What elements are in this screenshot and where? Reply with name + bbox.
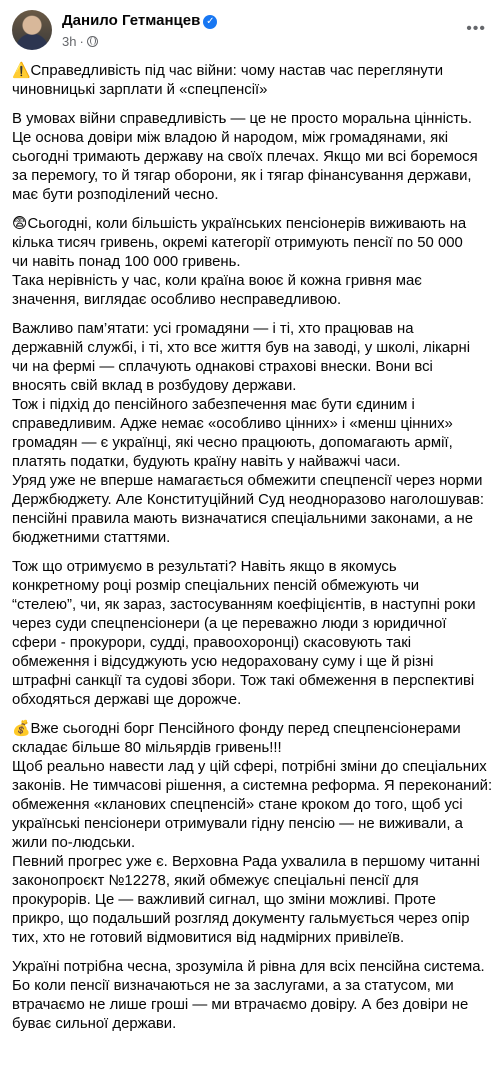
- post-line: державній службі, і ті, хто все життя був на заводі, у школі, лікарні: [12, 340, 471, 356]
- post-line: законопроєкт №12278, який обмежує спеціальні пенсії для: [12, 873, 419, 889]
- post-line: Держбюджету. Але Конституційний Суд неодноразово наголошував:: [12, 492, 485, 508]
- post-paragraph: [12, 215, 484, 310]
- post-line: сфери - прокурори, судді, правоохоронці) скасовують такі: [12, 635, 412, 651]
- post-line: буває сильної держави.: [12, 1016, 177, 1032]
- post-paragraph: [12, 558, 484, 710]
- verified-badge-icon: ✓: [203, 15, 217, 29]
- post-line: обмеження і відсуджують усю недораховану суму і ще й різні: [12, 654, 434, 670]
- post-line: В умовах війни справедливість — це не просто моральна цінність.: [12, 111, 473, 127]
- post-paragraph: [12, 720, 493, 948]
- post-paragraph: [12, 320, 484, 548]
- post-line: Певний прогрес уже є. Верховна Рада ухвалила в першому читанні: [12, 854, 480, 870]
- post-text: [12, 62, 493, 1034]
- post-line: Важливо пам’ятати: усі громадяни — і ті, хто працював на: [12, 321, 414, 337]
- post-line: складає більше 80 мільярдів гривень!!!: [12, 740, 282, 756]
- post-line: прокурорів. Це — важливий сигнал, що зміни можливі. Проте: [12, 892, 436, 908]
- post-line: штрафні санкції та судові збори. Тож такі обмеження в перспективі: [12, 673, 475, 689]
- post-line: Тож що отримуємо в результаті? Навіть якщо в якомусь: [12, 559, 397, 575]
- globe-icon[interactable]: [87, 36, 98, 47]
- post-paragraph: [12, 62, 484, 100]
- more-options-icon[interactable]: •••: [466, 20, 486, 37]
- paragraph-gap: [12, 205, 484, 215]
- paragraph-gap: [12, 548, 484, 558]
- post-line: 💰Вже сьогодні борг Пенсійного фонду перед спецпенсіонерами: [12, 721, 461, 737]
- post-line: Щоб реально навести лад у цій сфері, потрібні зміни до спеціальних: [12, 759, 487, 775]
- post-line: за перемогу, то й тягар оборони, як і тягар фінансування держави,: [12, 168, 472, 184]
- post-line: Україні потрібна чесна, зрозуміла й рівна для всіх пенсійна система.: [12, 959, 485, 975]
- post-line: Уряд уже не вперше намагається обмежити спецпенсії через норми: [12, 473, 483, 489]
- post-line: “стелею”, чи, як зараз, застосуванням коефіцієнтів, в наступні роки: [12, 597, 476, 613]
- post-line: пенсійні правила мають визначатися спеціальними законами, а не: [12, 511, 473, 527]
- post-line: вносять свій вклад в розбудову держави.: [12, 378, 297, 394]
- post-line: має бути розподілений чесно.: [12, 187, 219, 203]
- post-line: обмеження «кланових спецпенсій» стане кроком до того, щоб усі: [12, 797, 463, 813]
- paragraph-gap: [12, 100, 484, 110]
- post-line: громадян — є українці, які чесно працюють, допомагають армії,: [12, 435, 453, 451]
- post-line: платять податки, будують країну навіть у найважчі часи.: [12, 454, 401, 470]
- post-time[interactable]: 3h: [62, 34, 77, 49]
- post-line: чи навіть понад 100 000 гривень.: [12, 254, 241, 270]
- post-line: українські пенсіонери отримували гідну пенсію — не виживали, а: [12, 816, 463, 832]
- author-name[interactable]: [62, 12, 217, 29]
- post-line: Бо коли пенсії визначаються не за заслугами, а за статусом, ми: [12, 978, 454, 994]
- post-line: справедливим. Адже немає «особливо цінних» і «менш цінних»: [12, 416, 453, 432]
- author-avatar[interactable]: [12, 10, 52, 50]
- post-line: законів. Не тимчасові рішення, а системна реформа. Я переконаний:: [12, 778, 493, 794]
- post-line: Тож і підхід до пенсійного забезпечення має бути єдиним і: [12, 397, 415, 413]
- post-line: через суди спецпенсіонери (а це переважно люди з юридичної: [12, 616, 447, 632]
- paragraph-gap: [12, 948, 484, 958]
- post-line: конкретному році розмір спеціальних пенсій обмежують чи: [12, 578, 420, 594]
- post-line: бюджетними статтями.: [12, 530, 171, 546]
- post-paragraph: [12, 958, 484, 1034]
- post-line: кілька тисяч гривень, окремі категорії отримують пенсії по 50 000: [12, 235, 463, 251]
- author-name-text[interactable]: Данило Гетманцев: [62, 12, 201, 29]
- post-line: втрачаємо не лише гроші — ми втрачаємо довіру. А без довіри не: [12, 997, 469, 1013]
- post-line: ⚠️Справедливість під час війни: чому настав час переглянути: [12, 63, 444, 79]
- post-line: значення, виглядає особливо несправедливою.: [12, 292, 342, 308]
- post-line: тих, хто не готовий відмовитися від надмірних привілеїв.: [12, 930, 405, 946]
- post-line: чиновницькі зарплати й «спецпенсії»: [12, 82, 268, 98]
- post-line: Така нерівність у час, коли країна воює й кожна гривня має: [12, 273, 422, 289]
- post-meta: [62, 34, 98, 49]
- post-line: жили по-людськи.: [12, 835, 136, 851]
- post-line: сьогодні тримають державу на своїх плечах. Якщо ми всі боремося: [12, 149, 478, 165]
- paragraph-gap: [12, 310, 484, 320]
- post-line: прикро, що подальший розгляд документу гальмується через опір: [12, 911, 470, 927]
- meta-separator: ·: [79, 34, 84, 49]
- post-header: [12, 10, 486, 54]
- post-paragraph: [12, 110, 484, 205]
- post-line: обходяться державі ще дорожче.: [12, 692, 242, 708]
- post-line: чи на фермі — сплачують однакові страхові внески. Вони всі: [12, 359, 433, 375]
- post-line: Це основа довіри між владою й народом, між громадянами, які: [12, 130, 449, 146]
- paragraph-gap: [12, 710, 484, 720]
- post-line: 😨Сьогодні, коли більшість українських пенсіонерів виживають на: [12, 216, 467, 232]
